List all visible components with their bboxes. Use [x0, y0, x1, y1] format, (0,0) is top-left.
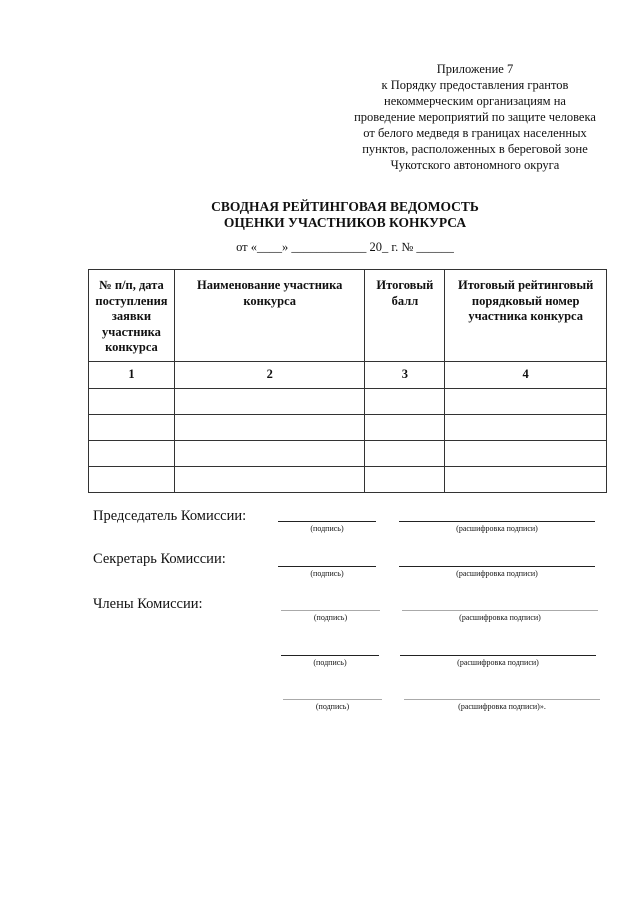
decode-caption: (расшифровка подписи)	[459, 613, 541, 622]
members-label: Члены Комиссии:	[93, 596, 203, 612]
decode-line[interactable]	[399, 566, 595, 567]
table-row	[89, 388, 607, 414]
signature-caption: (подпись)	[313, 658, 347, 667]
header-rank-number: Итоговый рейтинговый порядковый номер участника конкурса	[445, 270, 607, 362]
table-cell[interactable]	[89, 466, 175, 492]
decode-line[interactable]	[400, 655, 596, 656]
table-cell[interactable]	[445, 440, 607, 466]
decode-caption: (расшифровка подписи)	[456, 569, 538, 578]
table-cell[interactable]	[89, 388, 175, 414]
title-line-2: ОЦЕНКИ УЧАСТНИКОВ КОНКУРСА	[223, 215, 467, 230]
table-number-row	[89, 361, 607, 388]
signature-line[interactable]	[283, 699, 382, 700]
appendix-line: к Порядку предоставления грантов	[381, 78, 569, 92]
table-cell[interactable]	[445, 414, 607, 440]
signature-caption: (подпись)	[315, 702, 350, 711]
decode-line[interactable]	[402, 610, 598, 611]
decode-line[interactable]	[399, 521, 595, 522]
chairman-label: Председатель Комиссии:	[93, 508, 247, 524]
decode-caption: (расшифровка подписи)	[456, 524, 538, 533]
decode-caption: (расшифровка подписи)».	[458, 702, 546, 711]
signature-line[interactable]	[281, 610, 380, 611]
title-line-1: СВОДНАЯ РЕЙТИНГОВАЯ ВЕДОМОСТЬ	[211, 199, 479, 214]
decode-line[interactable]	[404, 699, 600, 700]
table-cell[interactable]	[174, 440, 365, 466]
decode-caption: (расшифровка подписи)	[457, 658, 539, 667]
signature-caption: (подпись)	[310, 524, 344, 533]
appendix-line: пунктов, расположенных в береговой зоне	[362, 142, 588, 156]
table-cell[interactable]	[365, 414, 445, 440]
column-number: 2	[174, 361, 365, 388]
appendix-line: Чукотского автономного округа	[390, 158, 560, 172]
signature-line[interactable]	[278, 521, 376, 522]
appendix-line: проведение мероприятий по защите человека	[354, 110, 596, 124]
date-number-line: от «____» ____________ 20_ г. № ______	[236, 240, 454, 254]
signature-caption: (подпись)	[310, 569, 344, 578]
table-cell[interactable]	[174, 414, 365, 440]
table-row	[89, 440, 607, 466]
column-number: 1	[89, 361, 175, 388]
document-title	[150, 199, 540, 231]
table-cell[interactable]	[174, 388, 365, 414]
header-number-date: № п/п, дата поступления заявки участника конкурса	[89, 270, 175, 362]
table-cell[interactable]	[89, 440, 175, 466]
appendix-block	[330, 61, 620, 173]
signature-line[interactable]	[278, 566, 376, 567]
table-row	[89, 466, 607, 492]
table-row	[89, 414, 607, 440]
signature-line[interactable]	[281, 655, 379, 656]
appendix-line: Приложение 7	[436, 62, 514, 76]
column-number: 4	[445, 361, 607, 388]
table-cell[interactable]	[89, 414, 175, 440]
table-cell[interactable]	[365, 440, 445, 466]
appendix-line: некоммерческим организациям на	[384, 94, 566, 108]
appendix-line: от белого медведя в границах населенных	[363, 126, 587, 140]
table-cell[interactable]	[445, 466, 607, 492]
table-header-row	[89, 270, 607, 362]
column-number: 3	[365, 361, 445, 388]
table-cell[interactable]	[365, 388, 445, 414]
header-participant-name: Наименование участника конкурса	[174, 270, 365, 362]
table-cell[interactable]	[365, 466, 445, 492]
table-cell[interactable]	[445, 388, 607, 414]
signature-caption: (подпись)	[313, 613, 348, 622]
table-cell[interactable]	[174, 466, 365, 492]
rating-table	[88, 269, 607, 493]
header-total-score: Итоговый балл	[365, 270, 445, 362]
secretary-label: Секретарь Комиссии:	[93, 551, 226, 567]
